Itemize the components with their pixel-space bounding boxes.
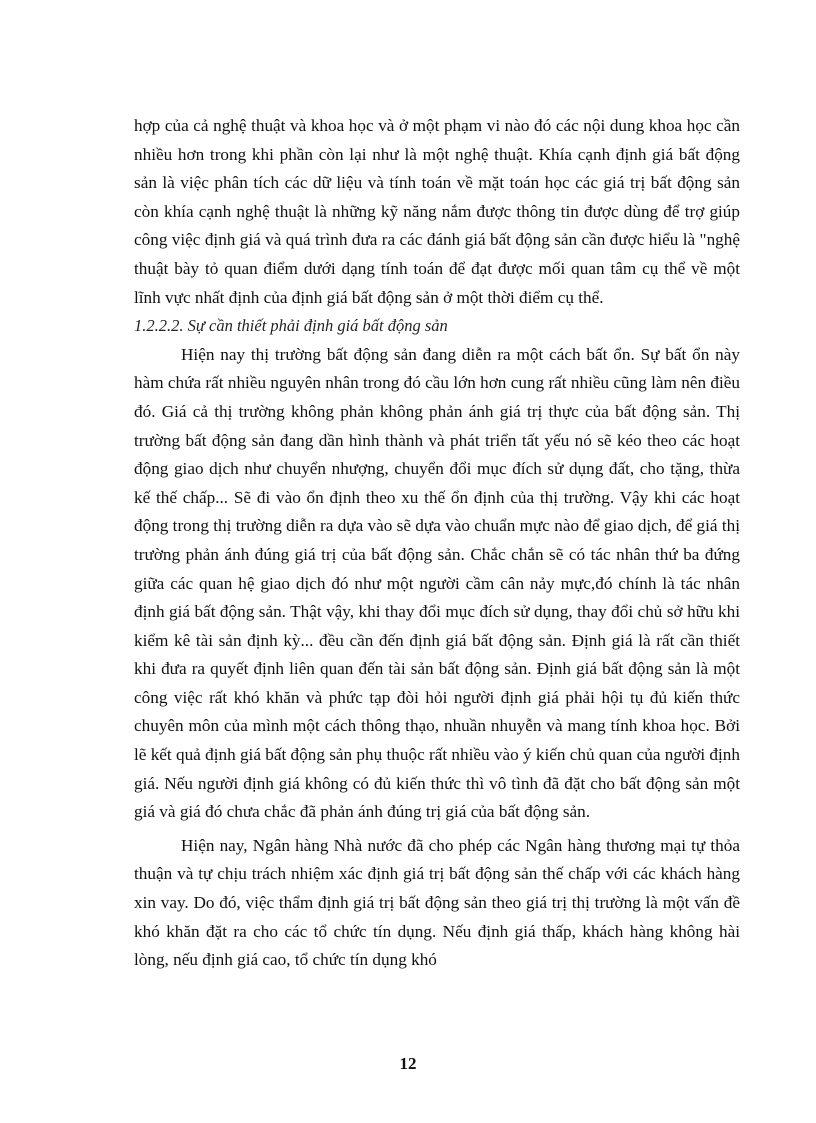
page-number: 12 xyxy=(399,1054,417,1073)
body-paragraph-3: Hiện nay, Ngân hàng Nhà nước đã cho phép các Ngân hàng thương mại tự thỏa thuận và tự chịu trách nhiệm xác định giá trị bất động sản thế chấp với các khách hàng xin vay. Do đó, việc thẩm định giá trị bất động sản theo giá trị thị trường là một vấn đề khó khăn đặt ra cho các tổ chức tín dụng. Nếu định giá thấp, khách hàng không hài lòng, nếu định giá cao, tổ chức tín dụng khó xyxy=(134,835,740,970)
body-paragraph-1: hợp của cả nghệ thuật và khoa học và ở một phạm vi nào đó các nội dung khoa học cần nhiều hơn trong khi phần còn lại như là một nghệ thuật. Khía cạnh định giá bất động sản là việc phân tích các dữ liệu và tính toán về mặt toán học các giá trị bất động sản còn khía cạnh nghệ thuật là những kỹ năng nắm được thông tin được dùng để trợ giúp công việc định giá và quá trình đưa ra các đánh giá bất động sản cần được hiểu là "nghệ thuật bày tỏ quan điểm dưới dạng tính toán để đạt được mối quan tâm cụ thể về một lĩnh vực nhất định của định giá bất động sản ở một thời điểm cụ thể. xyxy=(134,116,740,307)
body-paragraph-2: Hiện nay thị trường bất động sản đang diễn ra một cách bất ổn. Sự bất ổn này hàm chứa rất nhiều nguyên nhân trong đó cầu lớn hơn cung rất nhiều cũng làm nên điều đó. Giá cả thị trường không phản không phản ánh giá trị thực của bất động sản. Thị trường bất động sản đang dần hình thành và phát triển tất yếu nó sẽ kéo theo các hoạt động giao dịch như chuyển nhượng, chuyển đổi mục đích sử dụng đất, cho tặng, thừa kế thế chấp... Sẽ đi vào ổn định theo xu thế ổn định của thị trường. Vậy khi các hoạt động trong thị trường diễn ra dựa vào sẽ dựa vào chuẩn mực nào để giao dịch, để giá thị trường phản ánh đúng giá trị của bất động sản. Chắc chắn sẽ có tác nhân thứ ba đứng giữa các quan hệ giao dịch đó như một người cầm cân nảy mực,đó chính là tác nhân định giá bất động sản. Thật vậy, khi thay đổi mục đích sử dụng, thay đổi chủ sở hữu khi kiểm kê tài sản định kỳ... đều cần đến định giá bất động sản. Định giá là rất cần thiết khi đưa ra quyết định liên quan đến tài sản bất động sản. Định giá bất động sản là một công việc rất khó khăn và phức tạp đòi hỏi người định giá phải hội tụ đủ kiến thức chuyên môn của mình một cách thông thạo, nhuần nhuyễn và mang tính khoa học. Bởi lẽ kết quả định giá bất động sản phụ thuộc rất nhiều vào ý kiến chủ quan của người định giá. Nếu người định giá không có đủ kiến thức thì vô tình đã đặt cho bất động sản một giá và giá đó chưa chắc đã phản ánh đúng trị giá của bất động sản. xyxy=(134,344,740,822)
document-page xyxy=(134,112,740,975)
section-heading: 1.2.2.2. Sự cần thiết phải định giá bất động sản xyxy=(134,316,448,336)
